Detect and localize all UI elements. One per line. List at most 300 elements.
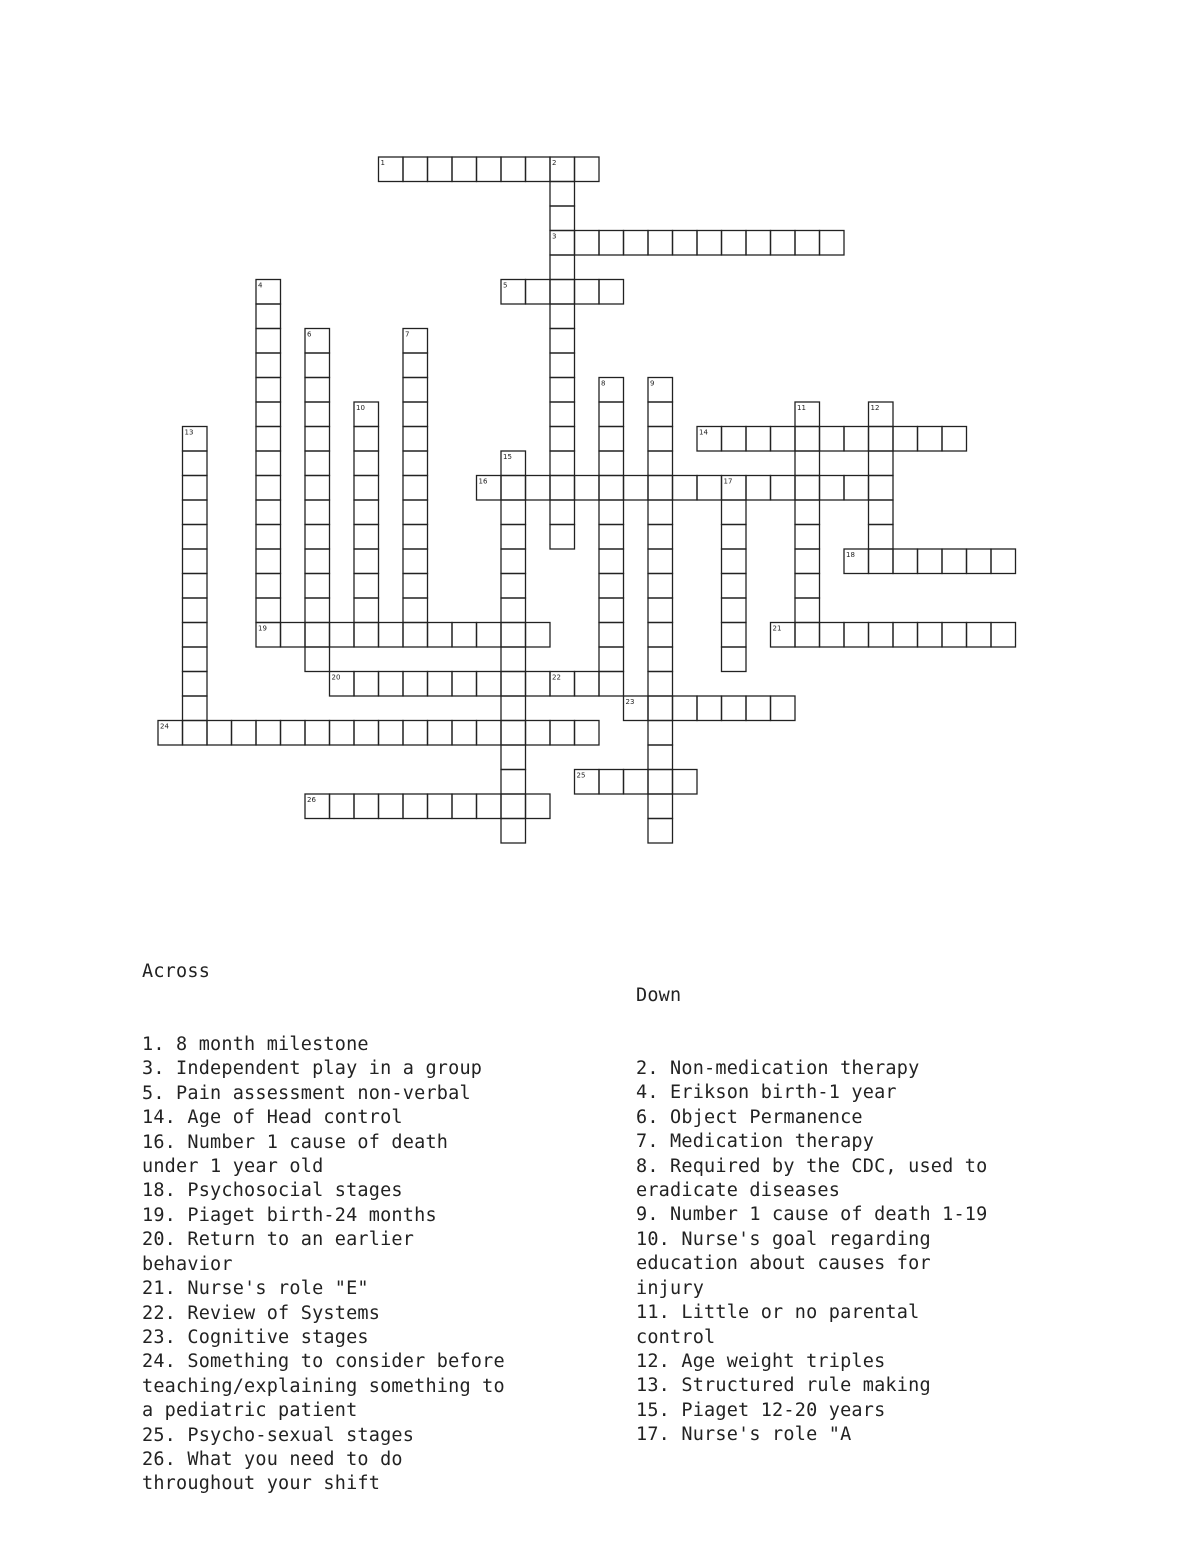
grid-cell[interactable] xyxy=(648,647,673,672)
grid-cell[interactable] xyxy=(354,598,379,623)
grid-cell[interactable] xyxy=(550,182,575,207)
grid-cell[interactable] xyxy=(599,280,624,305)
grid-cell[interactable] xyxy=(354,525,379,550)
grid-cell[interactable] xyxy=(403,549,428,574)
grid-cell[interactable] xyxy=(526,672,551,697)
grid-cell[interactable] xyxy=(771,476,796,501)
grid-cell[interactable] xyxy=(305,476,330,501)
grid-cell[interactable] xyxy=(428,794,453,819)
grid-cell[interactable] xyxy=(599,647,624,672)
grid-cell[interactable] xyxy=(477,672,502,697)
cell-number-5: 5 xyxy=(503,281,508,290)
grid-cell[interactable] xyxy=(403,721,428,746)
grid-cell[interactable] xyxy=(501,525,526,550)
grid-cell[interactable] xyxy=(648,794,673,819)
grid-cell[interactable] xyxy=(746,427,771,452)
grid-cell[interactable] xyxy=(305,598,330,623)
across-clue-16: 16. Number 1 cause of death xyxy=(142,1131,449,1153)
grid-cell[interactable] xyxy=(501,770,526,795)
grid-cell[interactable] xyxy=(428,157,453,182)
grid-cell[interactable] xyxy=(648,696,673,721)
grid-cell[interactable] xyxy=(795,549,820,574)
grid-cell[interactable] xyxy=(501,647,526,672)
grid-cell[interactable] xyxy=(697,476,722,501)
grid-cell[interactable] xyxy=(183,500,208,525)
grid-cell[interactable] xyxy=(722,500,747,525)
grid-cell[interactable] xyxy=(550,280,575,305)
grid-cell[interactable] xyxy=(501,476,526,501)
grid-cell[interactable] xyxy=(256,427,281,452)
grid-cell[interactable] xyxy=(256,574,281,599)
grid-cell[interactable] xyxy=(183,476,208,501)
across-clue-3: 3. Independent play in a group xyxy=(142,1058,483,1080)
grid-cell[interactable] xyxy=(844,476,869,501)
grid-cell[interactable] xyxy=(795,427,820,452)
grid-cell[interactable] xyxy=(575,231,600,256)
cell-number-3: 3 xyxy=(552,232,557,241)
grid-cell[interactable] xyxy=(183,451,208,476)
down-clue-10-cont1: education about causes for xyxy=(636,1253,931,1275)
across-clue-list xyxy=(142,1033,612,1497)
grid-cell[interactable] xyxy=(526,721,551,746)
grid-cell[interactable] xyxy=(403,672,428,697)
grid-cell[interactable] xyxy=(526,623,551,648)
grid-cell[interactable] xyxy=(893,427,918,452)
grid-cell[interactable] xyxy=(550,255,575,280)
grid-cell[interactable] xyxy=(379,794,404,819)
grid-cell[interactable] xyxy=(501,721,526,746)
cell-number-22: 22 xyxy=(552,673,561,682)
cell-number-14: 14 xyxy=(699,428,708,437)
grid-cell[interactable] xyxy=(501,549,526,574)
grid-cell[interactable] xyxy=(354,794,379,819)
cell-number-24: 24 xyxy=(160,722,169,731)
grid-cell[interactable] xyxy=(869,427,894,452)
grid-cell[interactable] xyxy=(624,476,649,501)
grid-cell[interactable] xyxy=(795,623,820,648)
cell-number-19: 19 xyxy=(258,624,267,633)
grid-cell[interactable] xyxy=(256,476,281,501)
across-clue-26: 26. What you need to do xyxy=(142,1448,403,1470)
grid-cell[interactable] xyxy=(403,427,428,452)
grid-cell[interactable] xyxy=(403,353,428,378)
grid-cell[interactable] xyxy=(501,157,526,182)
grid-cell[interactable] xyxy=(648,819,673,844)
grid-cell[interactable] xyxy=(452,721,477,746)
grid-cell[interactable] xyxy=(452,672,477,697)
grid-cell[interactable] xyxy=(722,549,747,574)
grid-cell[interactable] xyxy=(305,427,330,452)
grid-cell[interactable] xyxy=(305,378,330,403)
grid-cell[interactable] xyxy=(893,549,918,574)
grid-cell[interactable] xyxy=(403,623,428,648)
grid-cell[interactable] xyxy=(599,672,624,697)
grid-cell[interactable] xyxy=(354,427,379,452)
cell-number-6: 6 xyxy=(307,330,312,339)
grid-cell[interactable] xyxy=(746,696,771,721)
cell-number-10: 10 xyxy=(356,404,365,412)
across-clue-14: 14. Age of Head control xyxy=(142,1107,403,1129)
across-clue-16-cont1: under 1 year old xyxy=(142,1156,324,1178)
cell-number-18: 18 xyxy=(846,551,855,559)
grid-cell[interactable] xyxy=(795,231,820,256)
grid-cell[interactable] xyxy=(673,696,698,721)
grid-cell[interactable] xyxy=(403,451,428,476)
grid-cell[interactable] xyxy=(256,500,281,525)
grid-cell[interactable] xyxy=(256,304,281,329)
grid-cell[interactable] xyxy=(820,231,845,256)
grid-cell[interactable] xyxy=(305,451,330,476)
grid-cell[interactable] xyxy=(501,598,526,623)
across-clue-23: 23. Cognitive stages xyxy=(142,1326,369,1348)
grid-cell[interactable] xyxy=(697,231,722,256)
down-clue-17: 17. Nurse's role "A xyxy=(636,1424,852,1446)
grid-cell[interactable] xyxy=(183,549,208,574)
across-clue-24-cont2: a pediatric patient xyxy=(142,1400,358,1422)
grid-cell[interactable] xyxy=(648,721,673,746)
grid-cell[interactable] xyxy=(403,794,428,819)
grid-cell[interactable] xyxy=(379,721,404,746)
grid-cell[interactable] xyxy=(403,598,428,623)
grid-cell[interactable] xyxy=(673,770,698,795)
grid-cell[interactable] xyxy=(550,402,575,427)
grid-cell[interactable] xyxy=(183,721,208,746)
grid-cell[interactable] xyxy=(207,721,232,746)
grid-cell[interactable] xyxy=(550,206,575,231)
grid-cell[interactable] xyxy=(256,451,281,476)
grid-cell[interactable] xyxy=(354,672,379,697)
grid-cell[interactable] xyxy=(183,696,208,721)
grid-cell[interactable] xyxy=(575,721,600,746)
across-clue-1: 1. 8 month milestone xyxy=(142,1034,369,1056)
cell-number-17: 17 xyxy=(723,477,733,486)
grid-cell[interactable] xyxy=(403,525,428,550)
grid-cell[interactable] xyxy=(722,647,747,672)
grid-cell[interactable] xyxy=(942,623,967,648)
grid-cell[interactable] xyxy=(746,476,771,501)
grid-cell[interactable] xyxy=(771,231,796,256)
across-clue-26-cont1: throughout your shift xyxy=(142,1473,381,1495)
grid-cell[interactable] xyxy=(354,476,379,501)
cell-number-8: 8 xyxy=(601,379,606,388)
grid-cell[interactable] xyxy=(477,721,502,746)
grid-cell[interactable] xyxy=(403,378,428,403)
grid-cell[interactable] xyxy=(256,598,281,623)
grid-cell[interactable] xyxy=(403,402,428,427)
grid-cell[interactable] xyxy=(256,353,281,378)
grid-cell[interactable] xyxy=(820,476,845,501)
grid-cell[interactable] xyxy=(403,157,428,182)
grid-cell[interactable] xyxy=(501,794,526,819)
grid-cell[interactable] xyxy=(599,451,624,476)
grid-cell[interactable] xyxy=(477,794,502,819)
grid-cell[interactable] xyxy=(722,696,747,721)
across-clue-19: 19. Piaget birth-24 months xyxy=(142,1204,437,1226)
cell-number-11: 11 xyxy=(797,404,806,412)
grid-cell[interactable] xyxy=(526,794,551,819)
grid-cell[interactable] xyxy=(673,476,698,501)
grid-cell[interactable] xyxy=(305,549,330,574)
grid-cell[interactable] xyxy=(722,574,747,599)
grid-cell[interactable] xyxy=(281,623,306,648)
cell-number-23: 23 xyxy=(625,698,635,706)
grid-cell[interactable] xyxy=(599,427,624,452)
grid-cell[interactable] xyxy=(722,525,747,550)
grid-cell[interactable] xyxy=(305,353,330,378)
grid-cell[interactable] xyxy=(599,549,624,574)
grid-cell[interactable] xyxy=(722,598,747,623)
down-clue-list xyxy=(636,1057,1066,1448)
grid-cell[interactable] xyxy=(501,696,526,721)
grid-cell[interactable] xyxy=(501,819,526,844)
across-clue-18: 18. Psychosocial stages xyxy=(142,1180,403,1202)
grid-cell[interactable] xyxy=(795,525,820,550)
across-clues xyxy=(142,911,612,1521)
grid-cell[interactable] xyxy=(648,549,673,574)
grid-cell[interactable] xyxy=(330,623,355,648)
grid-cell[interactable] xyxy=(305,525,330,550)
grid-cell[interactable] xyxy=(183,623,208,648)
cell-number-21: 21 xyxy=(772,624,782,633)
grid-cell[interactable] xyxy=(550,353,575,378)
grid-cell[interactable] xyxy=(452,623,477,648)
grid-cell[interactable] xyxy=(550,476,575,501)
grid-cell[interactable] xyxy=(991,549,1016,574)
down-clue-13: 13. Structured rule making xyxy=(636,1375,931,1397)
grid-cell[interactable] xyxy=(183,598,208,623)
grid-cell[interactable] xyxy=(918,623,943,648)
grid-cell[interactable] xyxy=(550,451,575,476)
cell-number-13: 13 xyxy=(184,428,194,437)
grid-cell[interactable] xyxy=(795,476,820,501)
grid-cell[interactable] xyxy=(575,157,600,182)
grid-cell[interactable] xyxy=(354,451,379,476)
grid-cell[interactable] xyxy=(550,304,575,329)
across-clue-20: 20. Return to an earlier xyxy=(142,1229,415,1251)
grid-cell[interactable] xyxy=(991,623,1016,648)
grid-cell[interactable] xyxy=(795,574,820,599)
cell-number-25: 25 xyxy=(576,771,586,780)
cell-number-26: 26 xyxy=(307,796,316,804)
down-clue-9: 9. Number 1 cause of death 1-19 xyxy=(636,1204,988,1226)
grid-cell[interactable] xyxy=(918,427,943,452)
down-clue-11: 11. Little or no parental xyxy=(636,1302,920,1324)
grid-cell[interactable] xyxy=(795,598,820,623)
grid-cell[interactable] xyxy=(354,721,379,746)
grid-cell[interactable] xyxy=(550,378,575,403)
grid-cell[interactable] xyxy=(501,500,526,525)
grid-cell[interactable] xyxy=(354,549,379,574)
grid-cell[interactable] xyxy=(967,549,992,574)
grid-cell[interactable] xyxy=(624,231,649,256)
grid-cell[interactable] xyxy=(232,721,257,746)
grid-cell[interactable] xyxy=(771,696,796,721)
down-heading: Down xyxy=(636,984,682,1006)
grid-cell[interactable] xyxy=(795,451,820,476)
down-clue-8-cont1: eradicate diseases xyxy=(636,1180,841,1202)
grid-cell[interactable] xyxy=(648,231,673,256)
grid-cell[interactable] xyxy=(526,157,551,182)
grid-cell[interactable] xyxy=(452,157,477,182)
grid-cell[interactable] xyxy=(330,721,355,746)
grid-cell[interactable] xyxy=(550,329,575,354)
grid-cell[interactable] xyxy=(599,623,624,648)
grid-cell[interactable] xyxy=(648,598,673,623)
grid-cell[interactable] xyxy=(942,427,967,452)
grid-cell[interactable] xyxy=(575,476,600,501)
grid-cell[interactable] xyxy=(599,500,624,525)
grid-cell[interactable] xyxy=(624,770,649,795)
down-clue-2: 2. Non-medication therapy xyxy=(636,1058,920,1080)
grid-cell[interactable] xyxy=(869,476,894,501)
grid-cell[interactable] xyxy=(183,672,208,697)
grid-cell[interactable] xyxy=(869,451,894,476)
grid-cell[interactable] xyxy=(648,525,673,550)
grid-cell[interactable] xyxy=(722,231,747,256)
grid-cell[interactable] xyxy=(869,623,894,648)
grid-cell[interactable] xyxy=(281,721,306,746)
down-clue-12: 12. Age weight triples xyxy=(636,1350,886,1372)
cell-number-9: 9 xyxy=(650,379,655,388)
grid-cell[interactable] xyxy=(305,574,330,599)
grid-cell[interactable] xyxy=(403,500,428,525)
grid-cell[interactable] xyxy=(526,280,551,305)
grid-cell[interactable] xyxy=(599,402,624,427)
cell-number-4: 4 xyxy=(258,281,263,290)
down-clue-10-cont2: injury xyxy=(636,1277,705,1299)
grid-cell[interactable] xyxy=(183,525,208,550)
grid-cell[interactable] xyxy=(256,378,281,403)
grid-cell[interactable] xyxy=(893,623,918,648)
grid-cell[interactable] xyxy=(648,402,673,427)
across-clue-21: 21. Nurse's role "E" xyxy=(142,1278,369,1300)
grid-cell[interactable] xyxy=(599,231,624,256)
grid-cell[interactable] xyxy=(501,623,526,648)
grid-cell[interactable] xyxy=(648,476,673,501)
grid-cell[interactable] xyxy=(379,672,404,697)
grid-cell[interactable] xyxy=(599,574,624,599)
grid-cell[interactable] xyxy=(648,672,673,697)
grid-cell[interactable] xyxy=(746,231,771,256)
across-clue-24: 24. Something to consider before xyxy=(142,1351,505,1373)
grid-cell[interactable] xyxy=(795,500,820,525)
grid-cell[interactable] xyxy=(256,721,281,746)
grid-cell[interactable] xyxy=(722,427,747,452)
grid-cell[interactable] xyxy=(942,549,967,574)
grid-cell[interactable] xyxy=(648,623,673,648)
grid-cell[interactable] xyxy=(869,500,894,525)
grid-cell[interactable] xyxy=(820,427,845,452)
grid-cell[interactable] xyxy=(477,623,502,648)
grid-cell[interactable] xyxy=(599,598,624,623)
grid-cell[interactable] xyxy=(183,647,208,672)
grid-cell[interactable] xyxy=(648,770,673,795)
grid-cell[interactable] xyxy=(501,574,526,599)
grid-cell[interactable] xyxy=(305,647,330,672)
grid-cell[interactable] xyxy=(550,500,575,525)
grid-cell[interactable] xyxy=(599,770,624,795)
grid-cell[interactable] xyxy=(648,745,673,770)
cell-number-1: 1 xyxy=(380,159,385,167)
grid-cell[interactable] xyxy=(599,476,624,501)
cell-number-12: 12 xyxy=(870,404,880,412)
cell-number-2: 2 xyxy=(552,159,557,167)
grid-cell[interactable] xyxy=(452,794,477,819)
grid-cell[interactable] xyxy=(844,623,869,648)
grid-cell[interactable] xyxy=(820,623,845,648)
grid-cell[interactable] xyxy=(403,476,428,501)
grid-cell[interactable] xyxy=(256,329,281,354)
grid-cell[interactable] xyxy=(550,525,575,550)
grid-cell[interactable] xyxy=(305,500,330,525)
grid-cell[interactable] xyxy=(648,427,673,452)
grid-cell[interactable] xyxy=(330,794,355,819)
grid-cell[interactable] xyxy=(501,672,526,697)
grid-cell[interactable] xyxy=(869,549,894,574)
grid-cell[interactable] xyxy=(648,574,673,599)
grid-cell[interactable] xyxy=(256,525,281,550)
grid-cell[interactable] xyxy=(526,476,551,501)
grid-cell[interactable] xyxy=(771,427,796,452)
across-clue-25: 25. Psycho-sexual stages xyxy=(142,1424,415,1446)
grid-cell[interactable] xyxy=(648,500,673,525)
grid-cell[interactable] xyxy=(501,745,526,770)
grid-cell[interactable] xyxy=(354,574,379,599)
down-clue-11-cont1: control xyxy=(636,1326,716,1348)
grid-cell[interactable] xyxy=(550,427,575,452)
grid-cell[interactable] xyxy=(305,623,330,648)
grid-cell[interactable] xyxy=(379,623,404,648)
down-clue-4: 4. Erikson birth-1 year xyxy=(636,1082,897,1104)
grid-cell[interactable] xyxy=(477,157,502,182)
down-clues xyxy=(636,935,1066,1472)
grid-cell[interactable] xyxy=(673,231,698,256)
grid-cell[interactable] xyxy=(575,280,600,305)
cell-number-20: 20 xyxy=(331,673,341,682)
grid-cell[interactable] xyxy=(697,696,722,721)
grid-cell[interactable] xyxy=(428,623,453,648)
grid-cell[interactable] xyxy=(403,574,428,599)
grid-cell[interactable] xyxy=(599,525,624,550)
across-clue-20-cont1: behavior xyxy=(142,1253,233,1275)
down-clue-8: 8. Required by the CDC, used to xyxy=(636,1155,988,1177)
grid-cell[interactable] xyxy=(648,451,673,476)
grid-cell[interactable] xyxy=(256,549,281,574)
grid-cell[interactable] xyxy=(305,721,330,746)
across-clue-5: 5. Pain assessment non-verbal xyxy=(142,1082,471,1104)
grid-cell[interactable] xyxy=(550,721,575,746)
cell-number-15: 15 xyxy=(503,453,512,461)
down-clue-10: 10. Nurse's goal regarding xyxy=(636,1228,931,1250)
grid-cell[interactable] xyxy=(183,574,208,599)
down-clue-7: 7. Medication therapy xyxy=(636,1131,875,1153)
grid-cell[interactable] xyxy=(354,623,379,648)
grid-cell[interactable] xyxy=(428,721,453,746)
down-clue-6: 6. Object Permanence xyxy=(636,1106,863,1128)
grid-cell[interactable] xyxy=(575,672,600,697)
grid-cell[interactable] xyxy=(256,402,281,427)
grid-cell[interactable] xyxy=(354,500,379,525)
grid-cell[interactable] xyxy=(918,549,943,574)
grid-cell[interactable] xyxy=(428,672,453,697)
grid-cell[interactable] xyxy=(305,402,330,427)
down-clue-15: 15. Piaget 12-20 years xyxy=(636,1399,886,1421)
grid-cell[interactable] xyxy=(844,427,869,452)
grid-cell[interactable] xyxy=(967,623,992,648)
grid-cell[interactable] xyxy=(722,623,747,648)
grid-cell[interactable] xyxy=(869,525,894,550)
across-clue-22: 22. Review of Systems xyxy=(142,1302,381,1324)
